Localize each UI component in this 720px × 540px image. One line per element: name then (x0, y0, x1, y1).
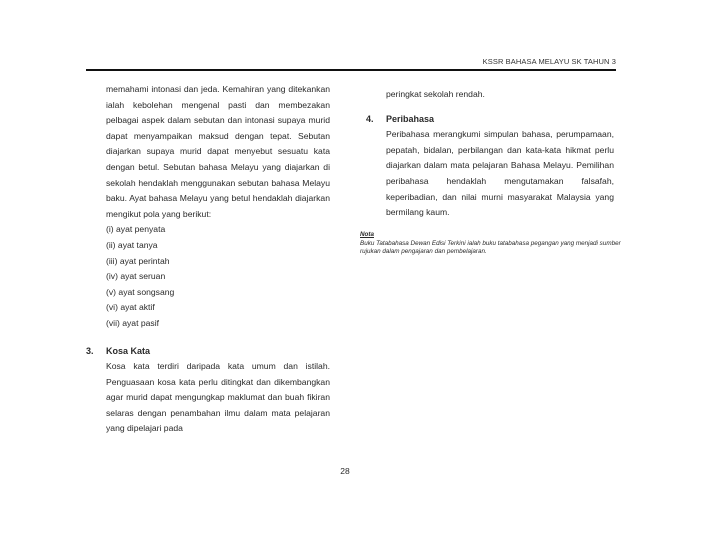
right-column (360, 87, 621, 257)
note-box (360, 231, 630, 257)
header-divider (86, 69, 616, 71)
section-3-title: Kosa Kata (106, 345, 151, 356)
sentence-type-list (106, 222, 330, 331)
list-item: (ii) ayat tanya (106, 239, 158, 250)
document-header-title: KSSR BAHASA MELAYU SK TAHUN 3 (482, 57, 616, 66)
list-item: (vii) ayat pasif (106, 317, 160, 328)
page-number: 28 (340, 466, 350, 476)
note-text: Buku Tatabahasa Dewan Edisi Terkini ialah buku tatabahasa pegangan yang menjadi sumber rujukan dalam pengajaran dan pembelajaran. (360, 239, 621, 256)
section-3-body: Kosa kata terdiri daripada kata umum dan istilah. Penguasaan kosa kata perlu ditingkat dan dikembangkan agar murid dapat mengungkap maklumat dan buah fikiran selaras dengan penambahan ilmu dalam mata pelajaran yang dipelajari pada (106, 361, 330, 434)
section-4-heading (366, 112, 614, 128)
list-item: (iii) ayat perintah (106, 255, 170, 266)
continuation-text: peringkat sekolah rendah. (386, 89, 485, 99)
section-4-title: Peribahasa (386, 113, 435, 124)
list-item: (i) ayat penyata (106, 224, 166, 235)
list-item: (v) ayat songsang (106, 286, 175, 297)
list-item: (vi) ayat aktif (106, 302, 155, 313)
section-4-number: 4. (366, 113, 374, 124)
list-item: (iv) ayat seruan (106, 271, 166, 282)
intro-paragraph: memahami intonasi dan jeda. Kemahiran yang ditekankan ialah kebolehan mengenal pasti dan membezakan pelbagai aspek dalam sebutan dan intonasi supaya murid dapat menyampaikan maksud dengan tepat. Sebutan diajarkan supaya murid dapat menyebut sesuatu kata dengan betul. Sebutan bahasa Melayu yang diajarkan di sekolah hendaklah menggunakan sebutan bahasa Melayu baku. Ayat bahasa Melayu yang betul hendaklah diajarkan mengikut pola yang berikut: (106, 84, 330, 219)
section-3-number: 3. (86, 345, 94, 356)
section-4-body: Peribahasa merangkumi simpulan bahasa, perumpamaan, pepatah, bidalan, perbilangan dan kata-kata hikmat perlu diajarkan dalam mata pelajaran Bahasa Melayu. Pemilihan peribahasa hendaklah mengutamakan falsafah, keperibadian, dan nilai murni masyarakat Malaysia yang bermilang kaum. (386, 129, 614, 218)
note-label: Nota (360, 230, 374, 238)
left-column (86, 82, 330, 437)
section-3-heading (86, 344, 330, 360)
